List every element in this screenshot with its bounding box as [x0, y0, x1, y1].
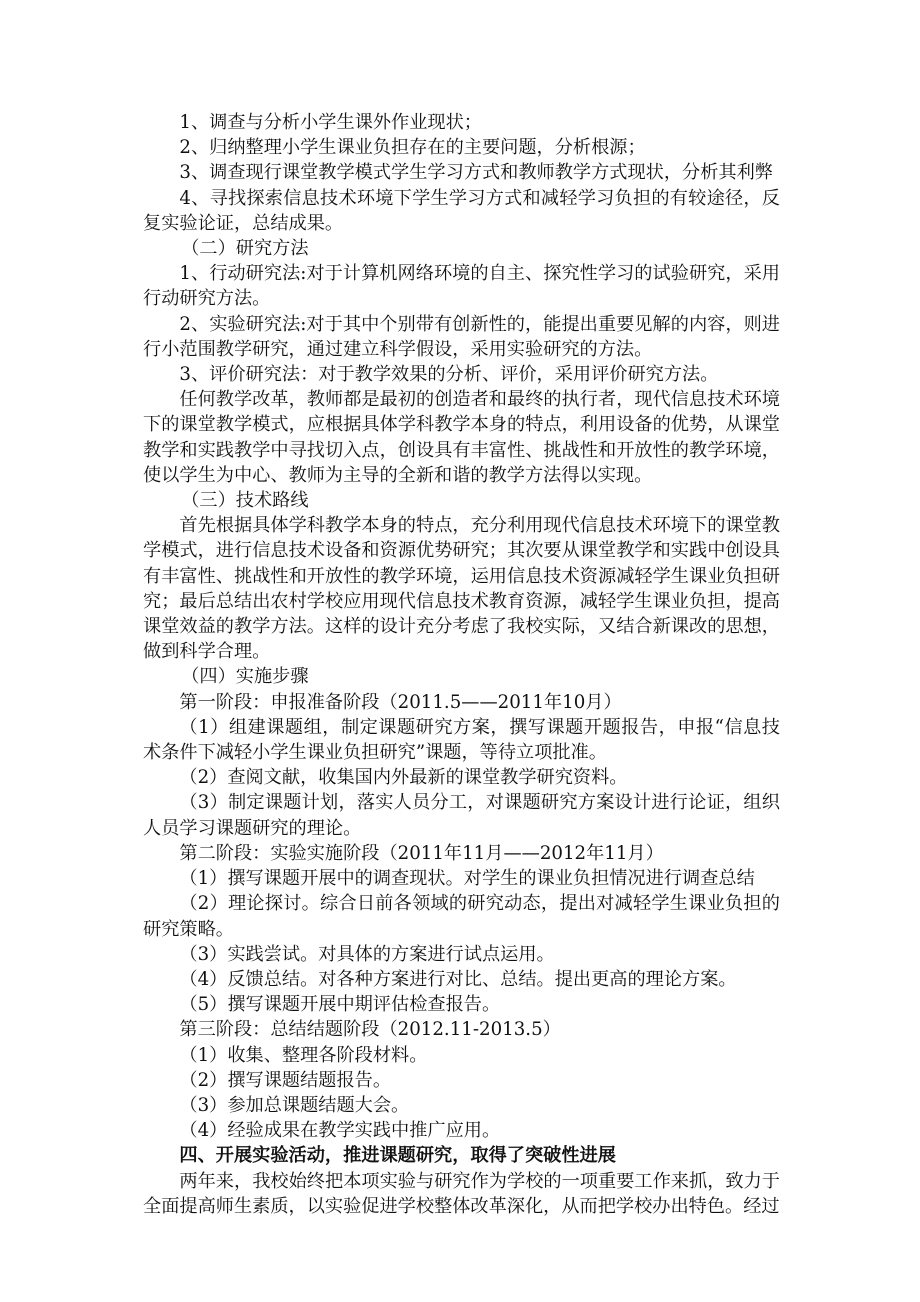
paragraph-26: （3）参加总课题结题大会。 — [179, 1094, 410, 1116]
section-heading-four: 四、开展实验活动，推进课题研究，取得了突破性进展 — [179, 1145, 616, 1167]
paragraph-8: 3、评价研究法：对于教学效果的分析、评价，采用评价研究方法。 — [179, 364, 719, 386]
paragraph-17: 第二阶段：实验实施阶段（2011年11月——2012年11月） — [179, 842, 664, 864]
paragraph-13: 第一阶段：申报准备阶段（2011.5——2011年10月） — [179, 691, 622, 713]
paragraph-18: （1）撰写课题开展中的调查现状。对学生的课业负担情况进行调查总结 — [179, 868, 755, 890]
paragraph-4: 4、寻找探索信息技术环境下学生学习方式和减轻学习负担的有较途径，反复实验论证，总结成果。 — [143, 187, 780, 234]
paragraph-22: （5）撰写课题开展中期评估检查报告。 — [179, 994, 501, 1016]
paragraph-9: 任何教学改革，教师都是最初的创造者和最终的执行者，现代信息技术环境下的课堂教学模式，应根据具体学科教学本身的特点，利用设备的优势，从课堂教学和实践教学中寻找切入点，创设具有丰富性、挑战性和开放性的教学环境，使以学生为中心、教师为主导的全新和谐的教学方法得以实现。 — [143, 389, 780, 486]
paragraph-21: （4）反馈总结。对各种方案进行对比、总结。提出更高的理论方案。 — [179, 968, 737, 990]
paragraph-14: （1）组建课题组，制定课题研究方案，撰写课题开题报告，申报“信息技术条件下减轻小学生课业负担研究”课题，等待立项批准。 — [143, 716, 780, 764]
paragraph-11: 首先根据具体学科教学本身的特点，充分利用现代信息技术环境下的课堂教学模式，进行信息技术设备和资源优势研究；其次要从课堂教学和实践中创设具有丰富性、挑战性和开放性的教学环境，运用信息技术资源减轻学生课业负担研究；最后总结出农村学校应用现代信息技术教育资源，减轻学生课业负担，提高课堂效益的教学方法。这样的设计充分考虑了我校实际，又结合新课改的思想，做到科学合理。 — [143, 515, 780, 663]
section-heading-implementation-steps: （四）实施步骤 — [181, 666, 309, 688]
paragraph-7: 2、实验研究法:对于其中个别带有创新性的，能提出重要见解的内容，则进行小范围教学研究，通过建立科学假设，采用实验研究的方法。 — [143, 313, 780, 360]
paragraph-19: （2）理论探讨。综合日前各领域的研究动态，提出对减轻学生课业负担的研究策略。 — [143, 893, 780, 940]
paragraph-3: 3、调查现行课堂教学模式学生学习方式和教师教学方式现状，分析其利弊 — [179, 162, 773, 184]
paragraph-1: 1、调查与分析小学生课外作业现状； — [179, 112, 482, 133]
paragraph-27: （4）经验成果在教学实践中推广应用。 — [179, 1120, 501, 1142]
paragraph-15: （2）查阅文献，收集国内外最新的课堂教学研究资料。 — [179, 767, 628, 789]
paragraph-29: 两年来，我校始终把本项实验与研究作为学校的一项重要工作来抓，致力于全面提高师生素质，以实验促进学校整体改革深化，从而把学校办出特色。经过 — [143, 1170, 780, 1217]
paragraph-20: （3）实践尝试。对具体的方案进行试点运用。 — [179, 943, 555, 965]
section-heading-research-method: （二）研究方法 — [181, 238, 309, 260]
paragraph-6: 1、行动研究法:对于计算机网络环境的自主、探究性学习的试验研究，采用行动研究方法。 — [143, 263, 780, 310]
paragraph-16: （3）制定课题计划，落实人员分工，对课题研究方案设计进行论证，组织人员学习课题研究的理论。 — [143, 792, 780, 839]
paragraph-25: （2）撰写课题结题报告。 — [179, 1069, 392, 1091]
paragraph-2: 2、归纳整理小学生课业负担存在的主要问题，分析根源； — [179, 137, 646, 159]
paragraph-24: （1）收集、整理各阶段材料。 — [179, 1044, 428, 1066]
section-heading-technical-route: （三）技术路线 — [181, 490, 309, 512]
paragraph-23: 第三阶段：总结结题阶段（2012.11-2013.5） — [179, 1019, 561, 1041]
